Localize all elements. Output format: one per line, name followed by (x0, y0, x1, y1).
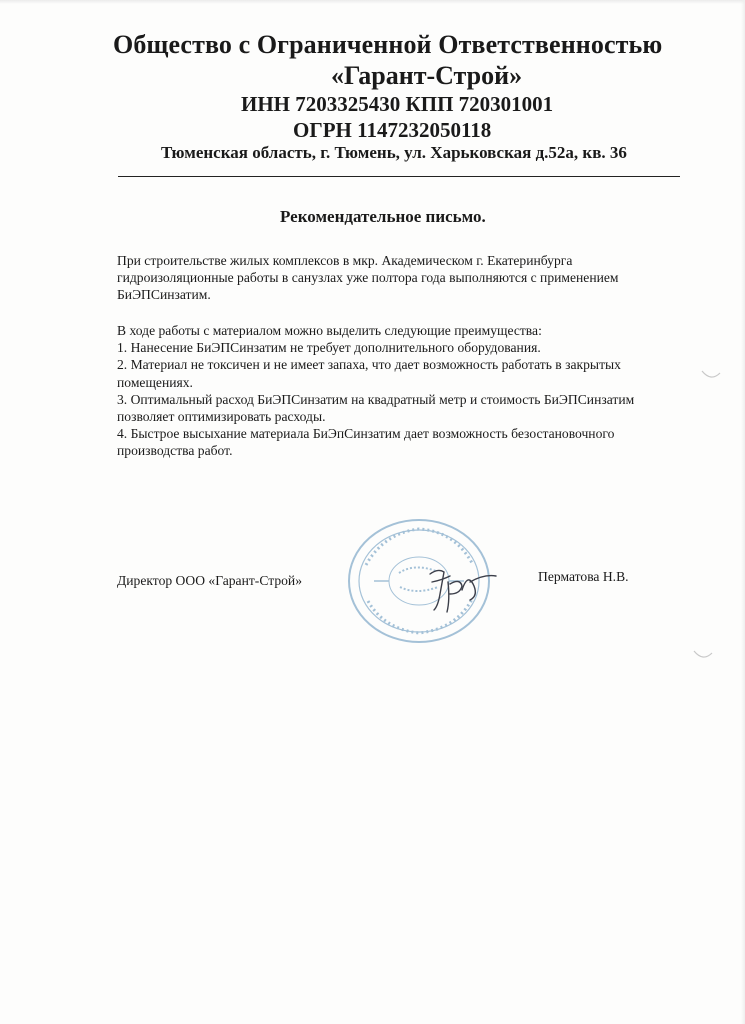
handwritten-signature (420, 560, 500, 616)
company-address: Тюменская область, г. Тюмень, ул. Харьковская д.52а, кв. 36 (161, 143, 627, 162)
scan-edge (741, 0, 745, 1024)
signer-name: Перматова Н.В. (538, 569, 629, 584)
letter-title: Рекомендательное письмо. (280, 207, 486, 226)
company-name-line2: «Гарант-Строй» (331, 61, 523, 90)
list-item: 4. Быстрое высыхание материала БиЭпСинзатим дает возможность безостановочного (117, 426, 615, 442)
ogrn: ОГРН 1147232050118 (293, 118, 492, 142)
director-position: Директор ООО «Гарант-Строй» (117, 573, 302, 588)
list-item-continuation: помещениях. (117, 374, 193, 390)
paragraph-line: При строительстве жилых комплексов в мкр. Академическом г. Екатеринбурга (117, 253, 573, 268)
punch-hole-mark (700, 368, 722, 382)
scan-edge (0, 0, 745, 4)
company-name-line1: Общество с Ограниченной Ответственностью (113, 30, 663, 59)
header-divider (118, 176, 680, 177)
list-item-continuation: производства работ. (117, 443, 233, 459)
intro-paragraph (117, 252, 687, 304)
list-item: 3. Оптимальный расход БиЭПСинзатим на квадратный метр и стоимость БиЭПСинзатим (117, 391, 635, 407)
punch-hole-mark (692, 648, 714, 662)
list-intro: В ходе работы с материалом можно выделить следующие преимущества: (117, 323, 542, 338)
advantages-list (117, 322, 687, 460)
inn-kpp: ИНН 7203325430 КПП 720301001 (241, 92, 554, 116)
list-item: 1. Нанесение БиЭПСинзатим не требует дополнительного оборудования. (117, 340, 541, 356)
paragraph-line: гидроизоляционные работы в санузлах уже полтора года выполняются с применением (117, 270, 619, 286)
list-item-continuation: позволяет оптимизировать расходы. (117, 408, 326, 424)
paragraph-line: БиЭПСинзатим. (117, 287, 211, 303)
list-item: 2. Материал не токсичен и не имеет запаха, что дает возможность работать в закрытых (117, 357, 621, 373)
